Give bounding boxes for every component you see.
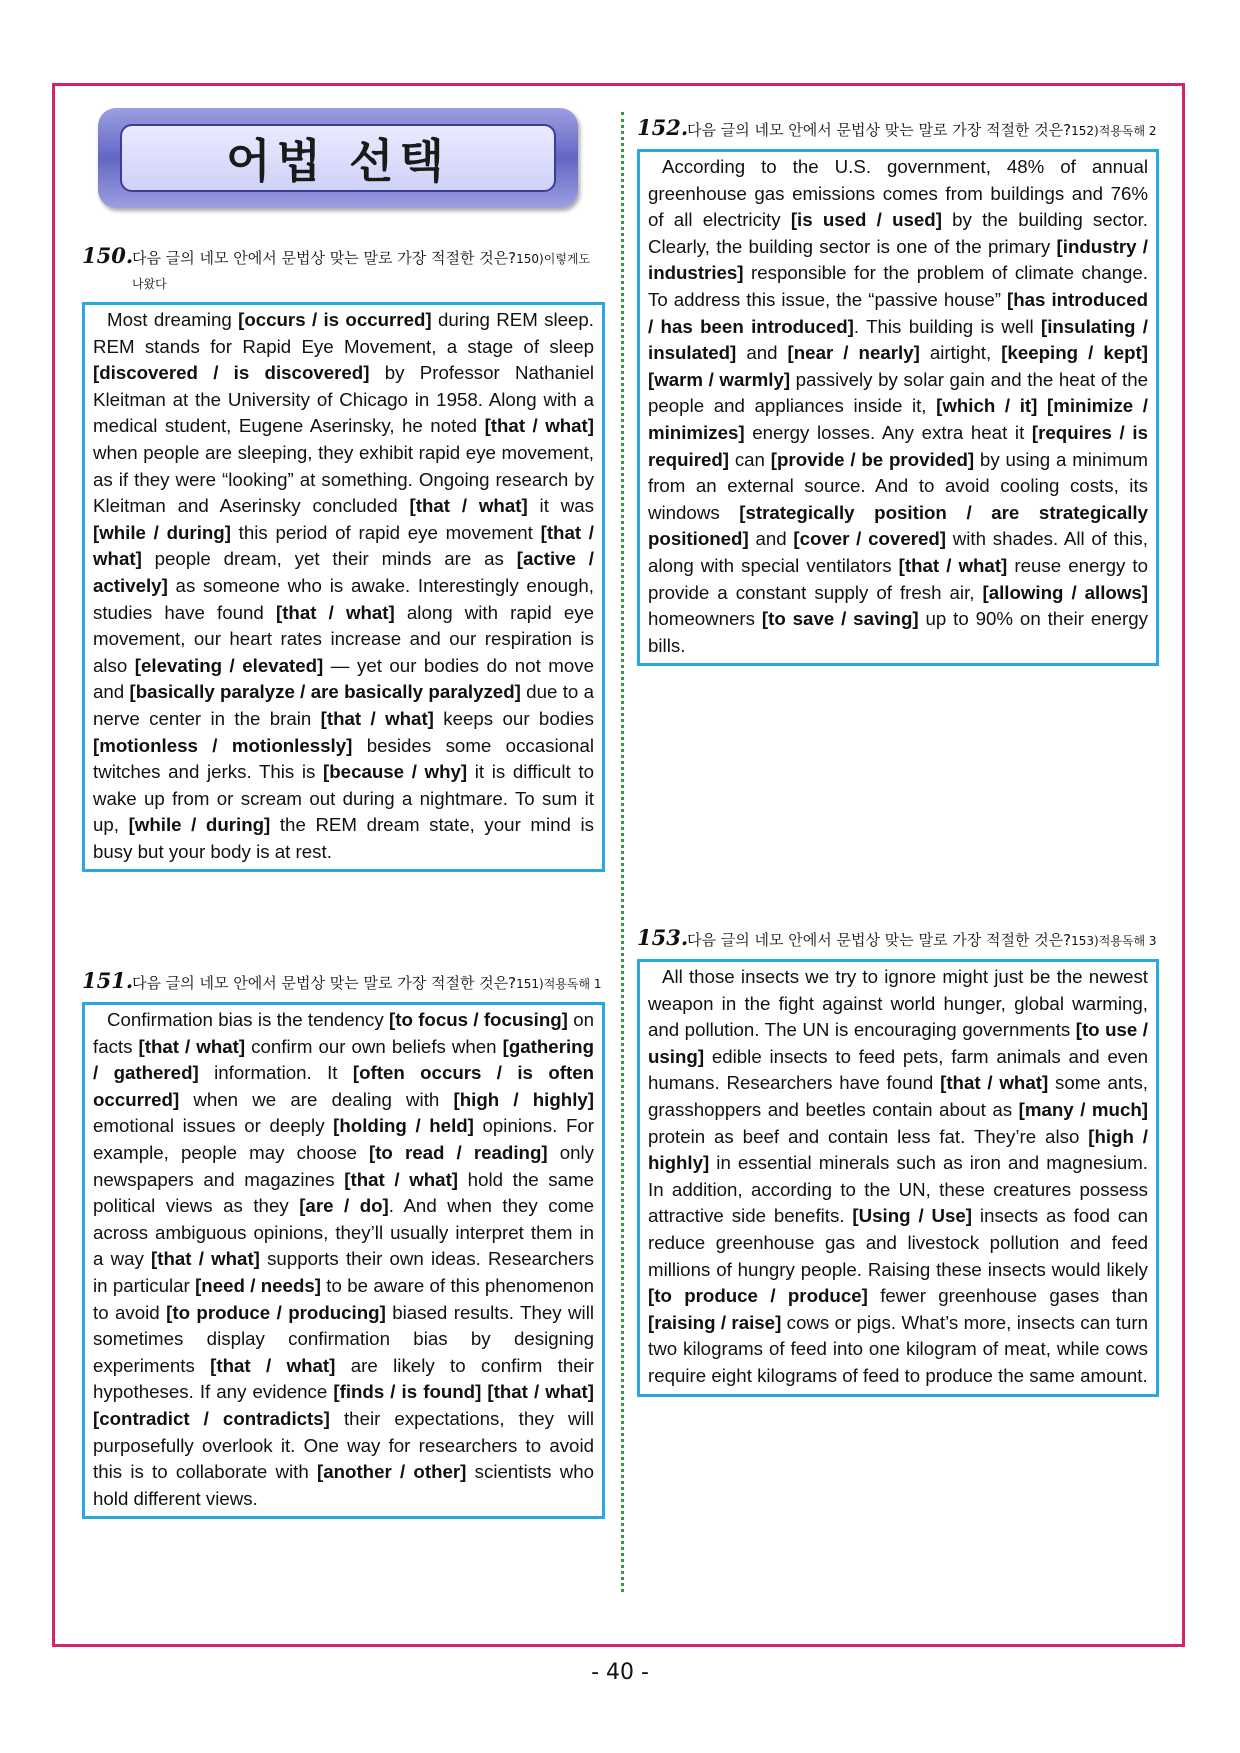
passage-text: All those insects we try to ignore might just be the newest weapon in the fight against world hunger, global warming, and pollution. The UN is encouraging governments xyxy=(648,966,1148,1041)
answer-choice: [to produce / producing] xyxy=(166,1301,386,1323)
answer-choice: [that / what] xyxy=(151,1248,260,1270)
passage-text: are likely to confirm their hypotheses. If any evidence xyxy=(93,1354,595,1403)
column-divider xyxy=(621,112,624,1592)
passage-box xyxy=(82,1002,605,1519)
answer-choice: [that / what] xyxy=(320,707,434,729)
passage-text: in essential minerals such as iron and magnesium. In addition, according to the UN, these creatures possess attractive side benefits. xyxy=(648,1152,1148,1227)
answer-choice: [while / during] xyxy=(93,521,231,543)
passage-text: According to the U.S. government, 48% of annual greenhouse gas emissions comes from buildings and 76% of all electricity xyxy=(648,156,1148,231)
passage-text: besides some occasional twitches and jerks. This is xyxy=(93,734,594,783)
answer-choice: [to focus / focusing] xyxy=(389,1009,568,1030)
answer-choice: [to produce / produce] xyxy=(648,1285,868,1307)
passage-text: this period of rapid eye movement xyxy=(230,521,541,543)
question-header xyxy=(637,926,1159,953)
answer-choice: [requires / is required] xyxy=(648,421,1148,470)
answer-choice: [contradict / contradicts] xyxy=(93,1407,330,1429)
question-prompt: 다음 글의 네모 안에서 문법상 맞는 말로 가장 적절한 것은? xyxy=(687,121,1072,139)
answer-choice: [raising / raise] xyxy=(648,1311,782,1333)
answer-choice: [while / during] xyxy=(128,814,271,836)
passage-text: by using a minimum from an external source. And to avoid cooling costs, its windows xyxy=(648,448,1148,523)
passage-text: as someone who is awake. Interestingly enough, studies have found xyxy=(93,574,594,623)
passage-text: can xyxy=(729,448,771,470)
passage-text: Most dreaming xyxy=(107,309,239,330)
answer-choice: [because / why] xyxy=(323,761,468,783)
passage-text: it was xyxy=(527,495,594,517)
answer-choice: [that / what] xyxy=(93,521,594,570)
question-header xyxy=(82,244,605,296)
answer-choice: [holding / held] xyxy=(333,1115,474,1137)
passage-text: by Professor Nathaniel Kleitman at the University of Chicago in 1958. Along with a medical student, Eugene Aserinsky, he noted xyxy=(93,362,594,437)
answer-choice: [discovered / is discovered] xyxy=(93,362,370,384)
answer-choice: [need / needs] xyxy=(195,1274,321,1296)
answer-choice: [insulating / insulated] xyxy=(648,315,1148,364)
passage-text: by the building sector. Clearly, the building sector is one of the primary xyxy=(648,209,1148,257)
question-footnote: 151)적용독해 1 xyxy=(516,977,602,991)
passage-text: with shades. All of this, along with special ventilators xyxy=(648,528,1148,576)
question-prompt: 다음 글의 네모 안에서 문법상 맞는 말로 가장 적절한 것은? xyxy=(687,931,1072,949)
passage-text: due to a nerve center in the brain xyxy=(93,681,595,729)
passage-box xyxy=(637,959,1159,1397)
passage-text: information. It xyxy=(198,1062,353,1084)
passage-text: when we are dealing with xyxy=(179,1088,454,1110)
passage-text: and xyxy=(748,528,794,550)
question-header xyxy=(82,969,605,996)
passage-text: only newspapers and magazines xyxy=(93,1141,594,1190)
answer-choice: [many / much] xyxy=(1018,1098,1148,1120)
passage-text: people dream, yet their minds are as xyxy=(141,548,517,570)
answer-choice: [that / what] xyxy=(210,1354,336,1376)
answer-choice: [allowing / allows] xyxy=(982,581,1148,603)
answer-choice: [industry / industries] xyxy=(648,235,1148,284)
answer-choice: [basically paralyze / are basically paralyzed] xyxy=(129,681,521,703)
passage-text: when people are sleeping, they exhibit rapid eye movement, as if they were “looking” at something. Ongoing research by Kleitman and Aserinsky concluded xyxy=(93,441,594,517)
answer-choice: [that / what] xyxy=(275,601,395,623)
question-footnote: 152)적용독해 2 xyxy=(1071,124,1157,138)
question-151 xyxy=(82,969,605,1519)
answer-choice: [gathering / gathered] xyxy=(93,1035,594,1084)
passage-text: during REM sleep. REM stands for Rapid Eye Movement, a stage of sleep xyxy=(93,309,594,357)
question-header xyxy=(637,116,1159,143)
answer-choice: [often occurs / is often occurred] xyxy=(93,1062,594,1110)
page-number: - 40 - xyxy=(591,1660,649,1685)
passage-text: fewer greenhouse gases than xyxy=(867,1285,1148,1307)
section-title: 어법 선택 xyxy=(226,134,450,188)
passage-text: reuse energy to provide a constant supply of fresh air, xyxy=(648,554,1149,603)
answer-choice: [finds / is found] xyxy=(333,1381,482,1403)
passage-text: homeowners xyxy=(648,608,762,630)
answer-choice: [are / do] xyxy=(299,1195,389,1217)
answer-choice: [another / other] xyxy=(317,1461,467,1483)
passage-text: cows or pigs. What’s more, insects can turn two kilograms of feed into one kilogram of meat, while cows require eight kilograms of feed to produce the same amount. xyxy=(648,1311,1148,1386)
passage-box xyxy=(82,302,605,872)
passage-text: . And when they come across ambiguous opinions, they’ll usually interpret them in a way xyxy=(93,1195,594,1270)
answer-choice: [cover / covered] xyxy=(793,528,947,550)
answer-choice: [high / highly] xyxy=(648,1125,1149,1174)
passage-text: . This building is well xyxy=(853,315,1041,337)
passage-text: insects as food can reduce greenhouse gas and livestock pollution and feed millions of hungry people. Raising these insects would likely xyxy=(648,1205,1149,1280)
answer-choice: [to save / saving] xyxy=(761,608,919,630)
passage-text: energy losses. Any extra heat it xyxy=(744,421,1032,443)
passage-text: and xyxy=(736,342,788,364)
answer-choice: [to read / reading] xyxy=(368,1141,548,1163)
answer-choice: [is used / used] xyxy=(790,209,942,231)
passage-text: passively by solar gain and the heat of the people and appliances inside it, xyxy=(648,368,1148,417)
passage-text: emotional issues or deeply xyxy=(93,1115,334,1137)
answer-choice: [strategically position / are strategically positioned] xyxy=(648,501,1148,550)
answer-choice: [near / nearly] xyxy=(787,342,920,364)
answer-choice: [warm / warmly] xyxy=(648,368,791,390)
passage-text: Confirmation bias is the tendency xyxy=(107,1009,390,1030)
passage-text: supports their own ideas. Researchers in particular xyxy=(93,1248,595,1296)
passage-text: hold the same political views as they xyxy=(93,1168,594,1217)
question-prompt: 다음 글의 네모 안에서 문법상 맞는 말로 가장 적절한 것은? xyxy=(132,974,517,992)
question-150 xyxy=(82,244,605,872)
answer-choice: [elevating / elevated] xyxy=(134,654,324,676)
answer-choice: [keeping / kept] xyxy=(1001,342,1148,364)
passage-text: along with rapid eye movement, our heart rates increase and our respiration is also xyxy=(93,601,595,676)
passage-text: keeps our bodies xyxy=(433,707,594,729)
answer-choice: [to use / using] xyxy=(648,1019,1148,1067)
passage-box xyxy=(637,149,1159,666)
answer-choice: [that / what] xyxy=(409,495,528,517)
question-number: 152. xyxy=(637,115,689,140)
passage-text: edible insects to feed pets, farm animals and even humans. Researchers have found xyxy=(648,1045,1148,1094)
passage-text: — yet our bodies do not move and xyxy=(93,654,594,703)
question-prompt: 다음 글의 네모 안에서 문법상 맞는 말로 가장 적절한 것은? xyxy=(132,249,517,267)
passage-text: it is difficult to wake up from or scream out during a nightmare. To sum it up, xyxy=(93,761,594,836)
question-footnote: 153)적용독해 3 xyxy=(1071,934,1157,948)
passage-text: confirm our own beliefs when xyxy=(245,1035,503,1057)
question-153 xyxy=(637,926,1159,1397)
answer-choice: [active / actively] xyxy=(93,548,594,596)
answer-choice: [which / it] xyxy=(936,395,1038,417)
answer-choice: [that / what] xyxy=(940,1072,1049,1094)
answer-choice: [that / what] xyxy=(898,554,1008,576)
answer-choice: [high / highly] xyxy=(453,1088,595,1110)
answer-choice: [that / what] xyxy=(344,1168,459,1190)
passage-text: to be aware of this phenomenon to avoid xyxy=(93,1274,594,1323)
passage-text: scientists who hold different views. xyxy=(93,1461,594,1509)
question-152 xyxy=(637,116,1159,666)
passage-text: opinions. For example, people may choose xyxy=(93,1115,594,1163)
question-footnote: 150)이렇게도 나왔다 xyxy=(132,252,591,291)
answer-choice: [that / what] xyxy=(487,1381,594,1403)
passage-text: up to 90% on their energy bills. xyxy=(648,608,1148,656)
answer-choice: [occurs / is occurred] xyxy=(238,309,432,330)
question-number: 153. xyxy=(637,925,689,950)
passage-text: some ants, grasshoppers and beetles contain about as xyxy=(648,1072,1148,1120)
passage-text: airtight, xyxy=(919,342,1002,364)
question-number: 150. xyxy=(82,243,134,268)
passage-text: protein as beef and contain less fat. They’re also xyxy=(648,1125,1089,1147)
passage-text xyxy=(1037,395,1047,416)
passage-text: the REM dream state, your mind is busy but your body is at rest. xyxy=(93,814,594,862)
answer-choice: [provide / be provided] xyxy=(770,448,975,470)
answer-choice: [that / what] xyxy=(138,1035,246,1057)
answer-choice: [minimize / minimizes] xyxy=(648,395,1148,443)
passage-text: biased results. They will sometimes display confirmation bias by designing experiments xyxy=(93,1301,594,1376)
passage-text: responsible for the problem of climate change. To address this issue, the “passive house” xyxy=(648,262,1148,310)
answer-choice: [motionless / motionlessly] xyxy=(93,734,353,756)
passage-text: their expectations, they will purposefully overlook it. One way for researchers to avoid this is to collaborate with xyxy=(93,1407,594,1483)
passage-text: on facts xyxy=(93,1009,594,1057)
answer-choice: [that / what] xyxy=(484,415,594,437)
question-number: 151. xyxy=(82,968,134,993)
answer-choice: [has introduced / has been introduced] xyxy=(648,288,1148,337)
section-title-panel xyxy=(120,124,556,192)
section-title-banner xyxy=(98,108,578,208)
answer-choice: [Using / Use] xyxy=(852,1205,973,1227)
